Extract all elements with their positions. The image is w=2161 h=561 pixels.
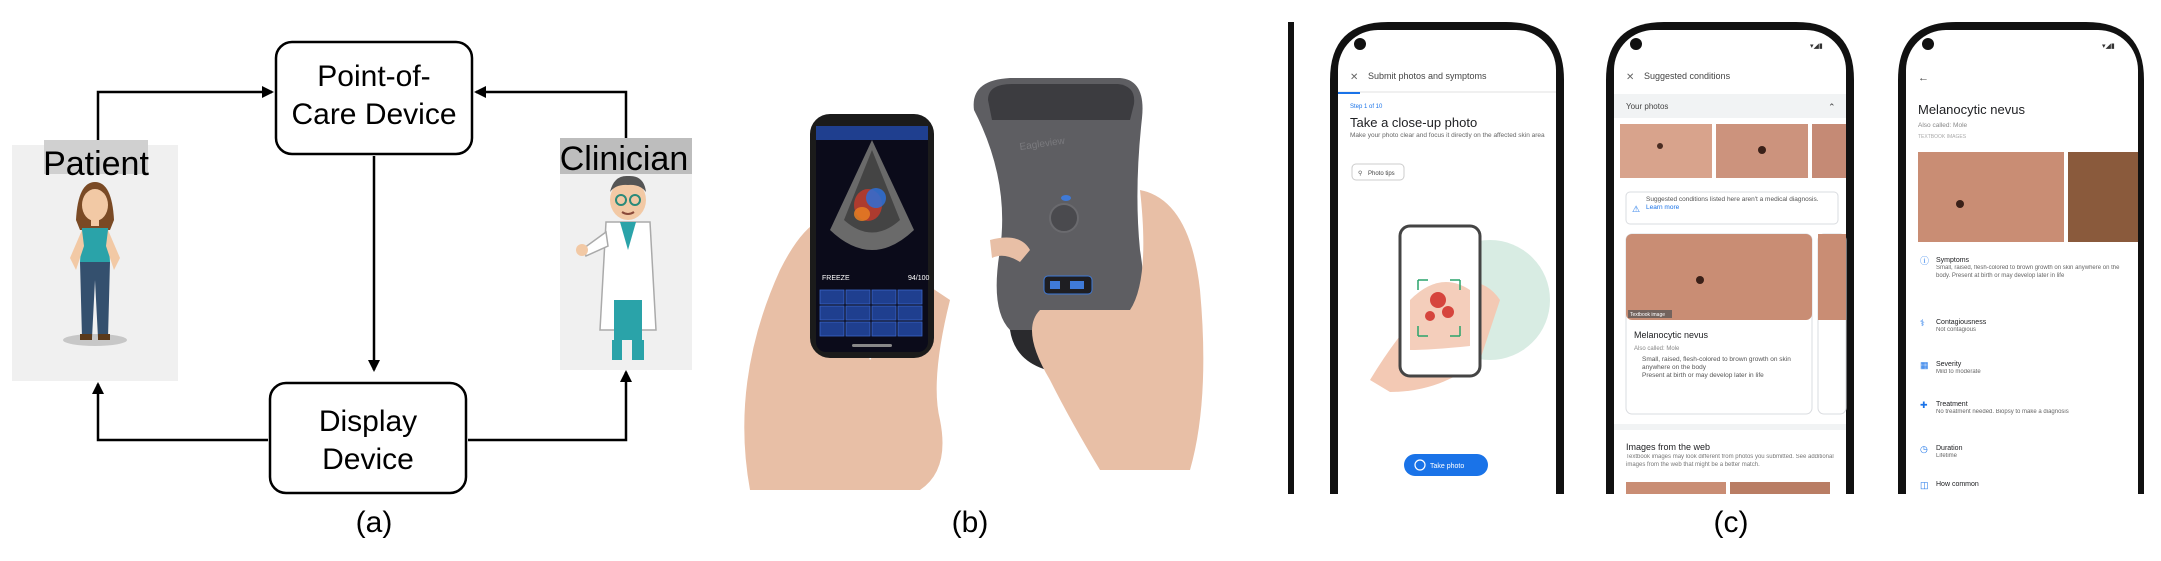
panel-c-dermatology-app [1280, 0, 2161, 556]
condition-alias: Also called: Mole [1634, 346, 1680, 352]
arrow-patient-to-poc [98, 92, 272, 140]
back-arrow-icon[interactable]: ← [1918, 72, 1929, 84]
status-icons: ▾◢▮ [2102, 43, 2115, 50]
screen-1-take-photo [1330, 22, 1564, 494]
detail-label: Duration [1936, 445, 1963, 452]
detail-label: Symptoms [1936, 257, 1970, 264]
arrow-display-to-clinician [468, 372, 626, 440]
dermatology-app-screens [1280, 0, 2161, 556]
ultrasound-device-illustration [720, 0, 1220, 556]
phone-freeze-label: FREEZE [822, 275, 850, 282]
detail-value: Lifetime [1936, 453, 1958, 459]
screen2-header: Suggested conditions [1644, 71, 1731, 81]
panel-b-ultrasound-photo [720, 0, 1220, 556]
detail-label: Contagiousness [1936, 319, 1987, 326]
arrow-clinician-to-poc [476, 92, 626, 138]
treatment-icon: ✚ [1920, 400, 1928, 410]
patient-label: Patient [43, 145, 149, 183]
screen3-alias: Also called: Mole [1918, 122, 1968, 129]
screen1-step: Step 1 of 10 [1350, 104, 1383, 110]
detail-label: Treatment [1936, 401, 1968, 408]
detail-value: No treatment needed. Biopsy to make a diagnosis [1936, 409, 2069, 415]
caption-a: (a) [355, 506, 393, 539]
screen1-title: Take a close-up photo [1350, 115, 1478, 130]
detail-value: Mild to moderate [1936, 369, 1981, 375]
learn-more-link[interactable]: Learn more [1646, 204, 1680, 211]
detail-label: How common [1936, 481, 1979, 488]
detail-value: Not contagious [1936, 327, 1977, 333]
smartphone [810, 114, 934, 358]
screen1-header: Submit photos and symptoms [1368, 71, 1487, 81]
poc-device-label-line1: Point-of- [317, 60, 431, 93]
phone-counter: 94/100 [908, 275, 930, 282]
condition-name: Melanocytic nevus [1634, 330, 1709, 340]
close-icon[interactable]: ✕ [1350, 72, 1359, 83]
chevron-up-icon[interactable]: ⌃ [1828, 102, 1836, 112]
caption-c: (c) [1713, 506, 1749, 539]
severity-icon: ▦ [1920, 360, 1929, 370]
detail-list [1920, 256, 2132, 490]
status-icons: ▾◢▮ [1810, 43, 1823, 50]
photo-tips-label: Photo tips [1368, 171, 1395, 177]
contagious-icon: ⚕ [1920, 318, 1925, 328]
poc-device-label-line2: Care Device [291, 98, 457, 131]
info-icon: ⓘ [1920, 256, 1930, 266]
display-device-box [270, 383, 466, 493]
frequency-icon: ◫ [1920, 480, 1929, 490]
panel-a-workflow-diagram [0, 0, 700, 556]
screen1-instructions: Make your photo clear and focus it directly on the affected skin area [1350, 132, 1545, 139]
condition-bullet: • Present at birth or may develop later in life [1642, 372, 1806, 380]
web-section-title: Images from the web [1626, 442, 1711, 452]
display-device-label-line2: Device [322, 443, 414, 476]
detail-label: Severity [1936, 361, 1962, 368]
web-section-desc: Textbook images may look different from photos you submitted. See additional images from the web that might be a better match. [1626, 454, 1834, 468]
screen3-title: Melanocytic nevus [1918, 102, 2025, 117]
warning-icon: ⚠ [1632, 204, 1641, 214]
take-photo-label: Take photo [1430, 463, 1465, 470]
notice-text: Suggested conditions listed here aren't a medical diagnosis. [1646, 196, 1819, 203]
display-device-label-line1: Display [318, 405, 418, 438]
caption-b: (b) [951, 506, 989, 539]
arrow-display-to-patient [98, 384, 268, 440]
detail-value: Small, raised, flesh-colored to brown growth on skin anywhere on the body. Present at birth or may develop later in life [1936, 265, 2120, 279]
close-icon[interactable]: ✕ [1626, 72, 1635, 83]
screen-3-condition-detail [1898, 22, 2144, 494]
clinician-label: Clinician [559, 140, 689, 178]
clock-icon: ◷ [1920, 444, 1928, 454]
probe-brand-label: Eagleview [1018, 135, 1066, 153]
textbook-images-tag: TEXTBOOK IMAGES [1918, 134, 1967, 140]
your-photos-label: Your photos [1626, 102, 1669, 111]
screen-2-suggested-conditions [1606, 22, 1854, 494]
pin-icon: ⚲ [1358, 171, 1363, 177]
condition-bullet: • Small, raised, flesh-colored to brown growth on skin anywhere on the body [1642, 356, 1806, 372]
workflow-diagram [0, 0, 700, 556]
textbook-image-tag: Textbook image [1630, 312, 1666, 318]
